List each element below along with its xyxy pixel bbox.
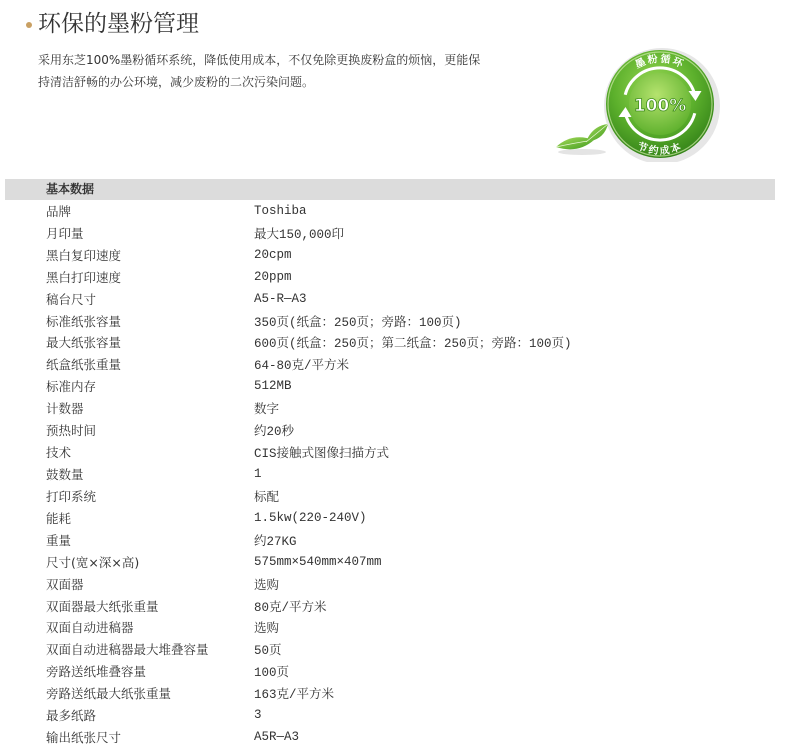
spec-row: [5, 441, 775, 463]
spec-label: 最多纸路: [46, 708, 97, 724]
spec-table: [5, 200, 775, 748]
spec-row: [5, 682, 775, 704]
spec-value: 标配: [254, 490, 280, 505]
spec-row: [5, 551, 775, 573]
spec-value: 100页: [254, 666, 290, 681]
spec-table-header: 基本数据: [5, 179, 775, 200]
spec-row: [5, 660, 775, 682]
spec-row: [5, 353, 775, 375]
spec-label: 双面自动进稿器最大堆叠容量: [46, 642, 209, 658]
spec-row: [5, 726, 775, 748]
spec-value: Toshiba: [254, 203, 307, 218]
spec-value: 选购: [254, 578, 280, 593]
spec-value: 1: [254, 466, 262, 481]
leaf-icon: [556, 124, 608, 155]
spec-label: 双面自动进稿器: [46, 620, 134, 636]
spec-label: 月印量: [46, 225, 84, 241]
spec-row: [5, 310, 775, 332]
spec-value: A5-R—A3: [254, 291, 307, 306]
spec-value: 约20秒: [254, 425, 295, 440]
spec-value: 最大150,000印: [254, 227, 345, 242]
spec-row: [5, 638, 775, 660]
spec-label: 双面器最大纸张重量: [46, 598, 159, 614]
spec-value: 20ppm: [254, 269, 292, 284]
page-title: 环保的墨粉管理: [38, 11, 199, 37]
badge-top-text-path: 墨粉循环: [633, 53, 687, 72]
spec-row: [5, 507, 775, 529]
spec-label: 输出纸张尺寸: [46, 730, 122, 746]
spec-label: 旁路送纸最大纸张重量: [46, 686, 172, 702]
spec-value: 64-80克/平方米: [254, 359, 350, 374]
spec-label: 纸盒纸张重量: [46, 357, 122, 373]
spec-label: 重量: [46, 532, 72, 548]
spec-row: [5, 397, 775, 419]
spec-label: 尺寸(宽×深×高): [46, 554, 140, 570]
spec-value: 512MB: [254, 379, 292, 394]
spec-label: 计数器: [46, 401, 84, 417]
spec-value: 数字: [254, 403, 280, 418]
spec-label: 稿台尺寸: [46, 291, 97, 307]
spec-value: 约27KG: [254, 534, 297, 549]
spec-row: [5, 375, 775, 397]
spec-row: [5, 616, 775, 638]
spec-label: 最大纸张容量: [46, 335, 122, 351]
spec-label: 标准内存: [46, 379, 97, 395]
section-description: [38, 49, 518, 93]
spec-row: [5, 288, 775, 310]
badge-bottom-text-path: 节约成本: [635, 141, 685, 158]
spec-row: [5, 529, 775, 551]
spec-label: 黑白复印速度: [46, 247, 122, 263]
spec-value: 350页(纸盒：250页；旁路：100页): [254, 315, 462, 330]
spec-row: [5, 573, 775, 595]
spec-value: CIS接触式图像扫描方式: [254, 447, 390, 462]
description-line: 持清洁舒畅的办公环境，减少废粉的二次污染问题。: [38, 75, 315, 89]
spec-label: 打印系统: [46, 488, 97, 504]
spec-label: 技术: [46, 445, 72, 461]
spec-value: 80克/平方米: [254, 600, 327, 615]
spec-value: 50页: [254, 644, 282, 659]
spec-label: 双面器: [46, 576, 84, 592]
spec-label: 品牌: [46, 203, 72, 219]
spec-row: [5, 419, 775, 441]
spec-label: 鼓数量: [46, 466, 84, 482]
spec-row: [5, 485, 775, 507]
bullet-dot-icon: [26, 22, 32, 28]
spec-row: [5, 266, 775, 288]
recycle-badge-icon: [548, 44, 726, 162]
spec-label: 黑白打印速度: [46, 269, 122, 285]
spec-row: [5, 704, 775, 726]
spec-row: [5, 244, 775, 266]
spec-label: 旁路送纸堆叠容量: [46, 664, 147, 680]
spec-row: [5, 200, 775, 222]
spec-value: 575mm×540mm×407mm: [254, 554, 382, 569]
spec-value: 163克/平方米: [254, 688, 335, 703]
spec-value: 3: [254, 708, 262, 723]
spec-label: 标准纸张容量: [46, 313, 122, 329]
spec-value: 1.5kw(220-240V): [254, 510, 367, 525]
spec-row: [5, 222, 775, 244]
badge-center-text: 100%: [633, 96, 687, 116]
description-line: 采用东芝100%墨粉循环系统，降低使用成本，不仅免除更换废粉盒的烦恼，更能保: [38, 53, 481, 67]
spec-row: [5, 595, 775, 617]
spec-row: [5, 332, 775, 354]
spec-label: 能耗: [46, 510, 72, 526]
spec-value: 选购: [254, 622, 280, 637]
spec-value: 600页(纸盒：250页；第二纸盒：250页；旁路：100页): [254, 337, 572, 352]
spec-value: A5R—A3: [254, 730, 300, 745]
spec-row: [5, 463, 775, 485]
spec-value: 20cpm: [254, 247, 292, 262]
spec-label: 预热时间: [46, 423, 97, 439]
